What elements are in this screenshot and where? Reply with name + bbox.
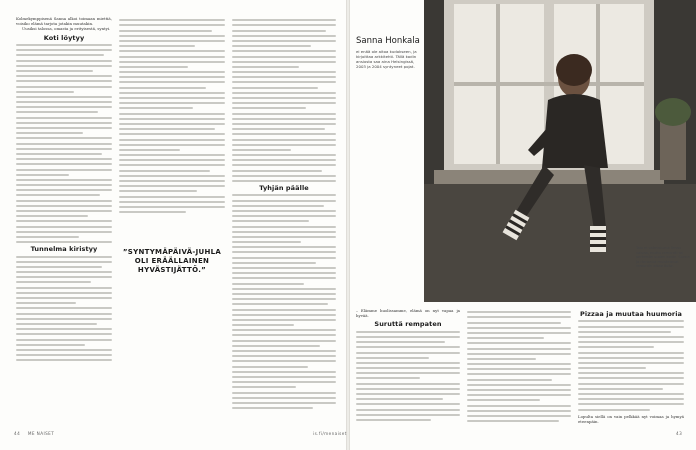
right-column-2 [467, 308, 571, 425]
closing-paragraph: Lopulta siellä on vain pelkkää nyt voimaa ja hymyä eteenpäin. [578, 413, 684, 424]
left-column-1 [16, 16, 112, 364]
photo-caption: Talo ei valmistunut ilman vaivaa, mutta remontti toi perheelle uuden kodin. Sanna ja Honkalat muistelevat remontin aikaa ilolla. [636, 246, 690, 269]
body-text-block-5 [232, 194, 336, 409]
section-heading-tunnelma-kiristyy: Tunnelma kiristyy [30, 245, 98, 254]
body-text-block-6 [356, 331, 460, 421]
pull-quote: ”SYNTYMÄPÄIVÄ-JUHLA OLI ERÄÄLLAINEN HYVÄSTIJÄTTÖ.” [122, 248, 222, 274]
body-text-block-8 [578, 320, 684, 410]
section-heading-koti-loytyy: Koti löytyy [43, 33, 85, 42]
footer-left [14, 431, 54, 436]
profile-description: ei enää ole aitoa kudokseen, ja kirjoittaa arkkitehti. Tällä kodin ansiosta saa aina Helsingissä, 2003 ja 2004 syntyneet pojat. [356, 49, 417, 69]
left-page-number: 44 [14, 431, 21, 436]
right-column-1 [356, 308, 460, 424]
body-text-block-4 [232, 19, 336, 182]
profile-block [356, 36, 420, 69]
intro-paragraph: Kolmekymppisenä Sanna alkoi toimaan miettiä, voisiko elämä tarjota jotakin muutakin. [16, 16, 112, 27]
footer-url: is.fi/menaiset [313, 431, 347, 436]
profile-name: Sanna Honkala [356, 36, 420, 46]
section-heading-surutta-rempaten: Suruttä rempaten [374, 320, 442, 329]
body-text-block-2 [16, 256, 112, 362]
section-heading-pizzaa: Pizzaa ja muutaa huumoria [579, 310, 683, 318]
right-intro: – Elämme huolissamme, elämä on nyt vapaa ja hyvää. [356, 308, 460, 319]
section-heading-tyhjan-paalle: Tyhjän päälle [259, 184, 309, 192]
left-column-3 [232, 16, 336, 412]
left-column-2 [119, 16, 225, 216]
right-page-number: 43 [676, 431, 683, 436]
body-text-block [16, 44, 112, 243]
right-column-3 [578, 308, 684, 424]
intro-paragraph-2: Uusiksi talossa, omasta ja erityisestä, syntyi. [22, 26, 111, 32]
footer-brand: ME NAISET [27, 431, 55, 436]
body-text-block-7 [467, 311, 571, 422]
body-text-block-3 [119, 19, 225, 213]
